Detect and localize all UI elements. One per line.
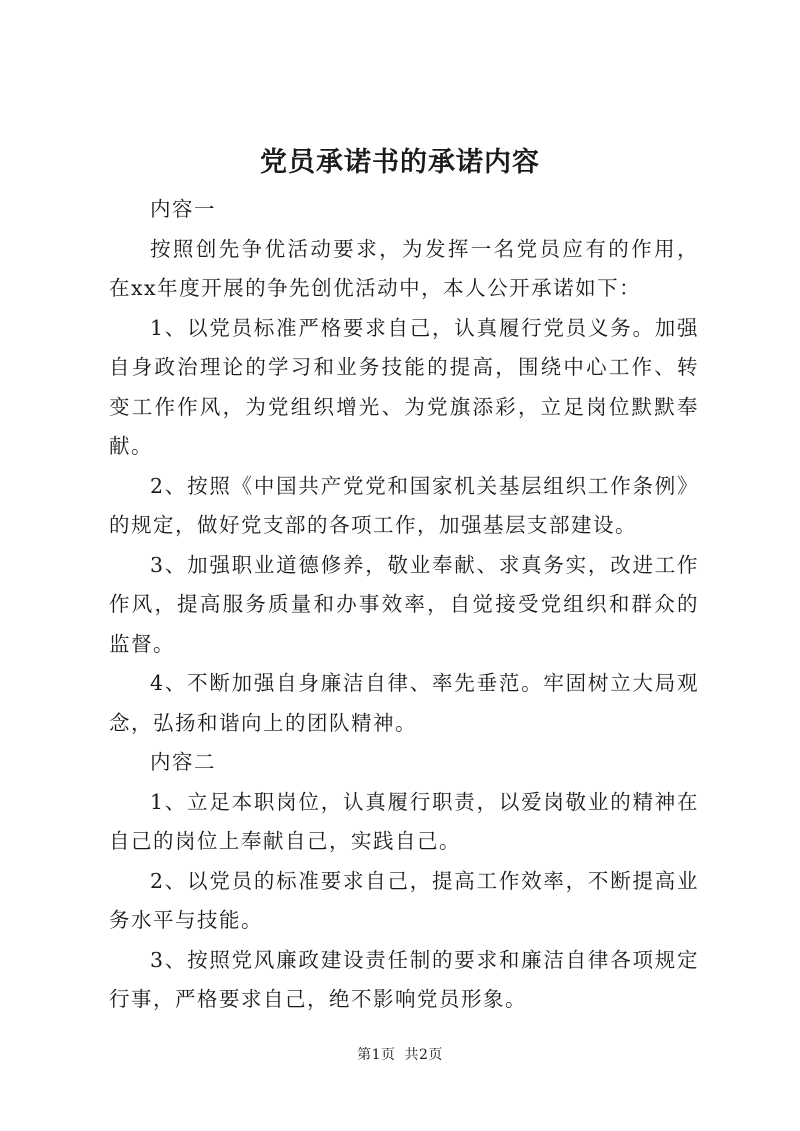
page-total: 共2页: [404, 1047, 443, 1063]
commitment-item: 3、按照党风廉政建设责任制的要求和廉洁自律各项规定行事，严格要求自己，绝不影响党员形象。: [109, 947, 699, 1011]
section-heading: 内容一: [150, 197, 216, 221]
commitment-item: 2、以党员的标准要求自己，提高工作效率，不断提高业务水平与技能。: [109, 868, 699, 932]
document-body: [109, 190, 699, 1020]
intro-paragraph: 按照创先争优活动要求，为发挥一名党员应有的作用，在xx年度开展的争先创优活动中，本人公开承诺如下：: [109, 236, 699, 300]
page-footer: [0, 1044, 800, 1064]
commitment-item: 1、立足本职岗位，认真履行职责，以爱岗敬业的精神在自己的岗位上奉献自己，实践自己。: [109, 789, 699, 853]
page-title: 党员承诺书的承诺内容: [260, 147, 540, 178]
section-heading: 内容二: [150, 750, 216, 774]
commitment-item: 2、按照《中国共产党党和国家机关基层组织工作条例》的规定，做好党支部的各项工作，加强基层支部建设。: [109, 473, 699, 537]
commitment-item: 3、加强职业道德修养，敬业奉献、求真务实，改进工作作风，提高服务质量和办事效率，自觉接受党组织和群众的监督。: [109, 552, 699, 656]
page-number: 第1页: [357, 1047, 396, 1063]
commitment-item: 4、不断加强自身廉洁自律、率先垂范。牢固树立大局观念，弘扬和谐向上的团队精神。: [109, 671, 699, 735]
commitment-item: 1、以党员标准严格要求自己，认真履行党员义务。加强自身政治理论的学习和业务技能的提高，围绕中心工作、转变工作作风，为党组织增光、为党旗添彩，立足岗位默默奉献。: [109, 315, 699, 458]
